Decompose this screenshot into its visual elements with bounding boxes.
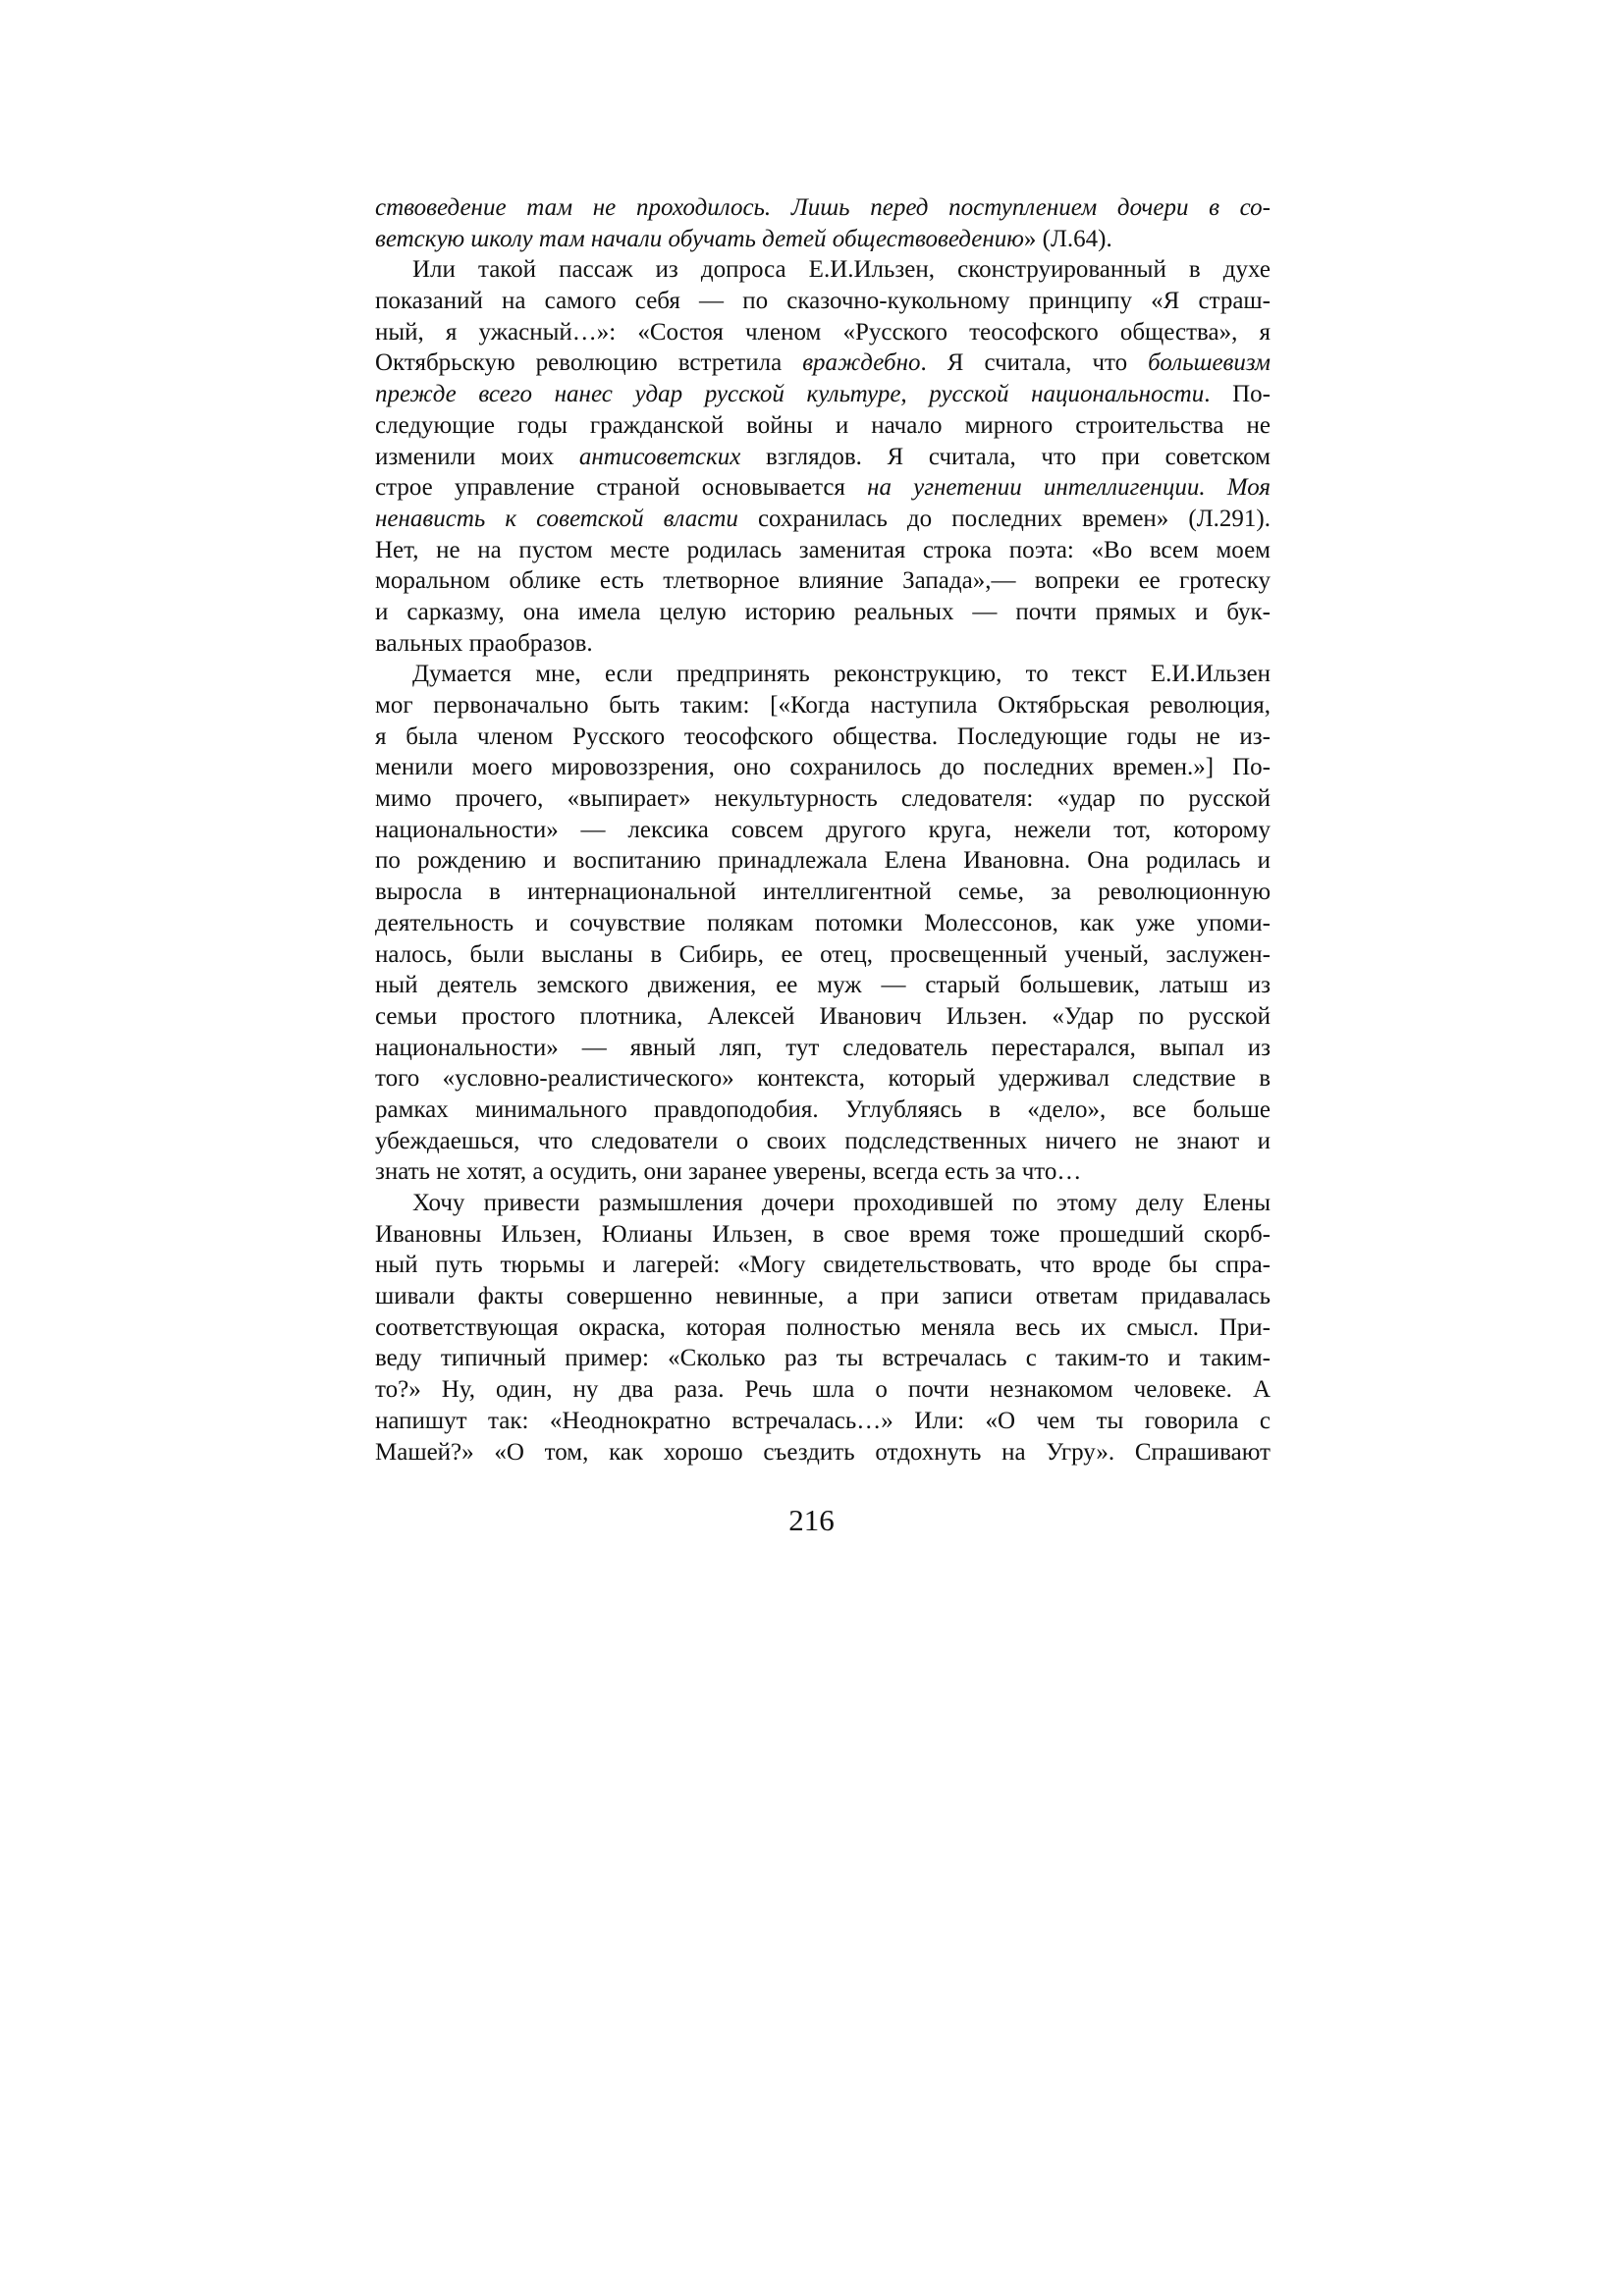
- italic-text: ненависть к советской власти: [375, 505, 738, 532]
- text: выросла в интернациональной интеллигентной семье, за революционную: [375, 879, 1271, 906]
- text-line: [375, 1437, 1271, 1468]
- text: строе управление страной основывается: [375, 474, 868, 502]
- italic-text: прежде всего нанес удар русской культуре, русской национальности: [375, 381, 1205, 408]
- text: Думается мне, если предпринять реконструкцию, то текст Е.И.Ильзен: [412, 661, 1271, 688]
- text: . По-: [1204, 381, 1271, 408]
- paragraph: [375, 1188, 1271, 1468]
- text-line: [375, 815, 1271, 846]
- text-line: [375, 1312, 1271, 1344]
- text-line: [375, 442, 1271, 473]
- text: . Я считала, что: [920, 349, 1149, 377]
- text-line: [375, 1126, 1271, 1157]
- italic-text: враждебно: [802, 349, 921, 377]
- text: и сарказму, она имела целую историю реальных — почти прямых и бук-: [375, 598, 1271, 625]
- text: соответствующая окраска, которая полностью меняла весь их смысл. При-: [375, 1313, 1271, 1341]
- paragraph: [375, 659, 1271, 1188]
- italic-text: на угнетении интеллигенции. Моя: [867, 474, 1271, 502]
- text-line: [375, 1156, 1271, 1188]
- paragraph: [375, 254, 1271, 659]
- text-line: [375, 1406, 1271, 1437]
- text: деятельность и сочувствие полякам потомки Молессонов, как уже упоми-: [375, 909, 1271, 936]
- text: по рождению и воспитанию принадлежала Елена Ивановна. Она родилась и: [375, 847, 1271, 875]
- text: вальных праобразов.: [375, 629, 593, 657]
- text-line: [375, 1188, 1271, 1219]
- text: изменили моих: [375, 443, 579, 470]
- text: Или такой пассаж из допроса Е.И.Ильзен, сконструированный в духе: [412, 256, 1271, 284]
- text-line: [375, 1033, 1271, 1064]
- text-line: [375, 1219, 1271, 1251]
- text-line: [375, 721, 1271, 753]
- text: рамках минимального правдоподобия. Углубляясь в «дело», все больше: [375, 1095, 1271, 1123]
- text-line: [375, 347, 1271, 379]
- text: Хочу привести размышления дочери проходившей по этому делу Елены: [412, 1190, 1271, 1216]
- text: следующие годы гражданской войны и начало мирного строительства не: [375, 411, 1271, 439]
- text: знать не хотят, а осудить, они заранее уверены, всегда есть за что…: [375, 1158, 1082, 1186]
- text: Октябрьскую революцию встретила: [375, 349, 803, 377]
- text: ный путь тюрьмы и лагерей: «Могу свидетельствовать, что вроде бы спра-: [375, 1252, 1271, 1279]
- text: взглядов. Я считала, что при советском: [740, 443, 1271, 470]
- text-line: [375, 597, 1271, 628]
- text-line: [375, 877, 1271, 908]
- text: мимо прочего, «выпирает» некультурность следователя: «удар по русской: [375, 785, 1271, 813]
- text-line: [375, 472, 1271, 504]
- text-line: [375, 628, 1271, 660]
- text: показаний на самого себя — по сказочно-кукольному принципу «Я страш-: [375, 288, 1271, 315]
- text-line: [375, 1001, 1271, 1033]
- text-line: [375, 379, 1271, 410]
- text-line: [375, 939, 1271, 971]
- italic-text: ветскую школу там начали обучать детей обществоведению: [375, 225, 1024, 252]
- text: » (Л.64).: [1023, 225, 1112, 252]
- text-line: [375, 1374, 1271, 1406]
- text: налось, были высланы в Сибирь, ее отец, просвещенный ученый, заслужен-: [375, 940, 1271, 968]
- text: веду типичный пример: «Сколько раз ты встречалась с таким-то и таким-: [375, 1345, 1271, 1372]
- text: я была членом Русского теософского общества. Последующие годы не из-: [375, 722, 1271, 750]
- text-line: [375, 659, 1271, 690]
- text-line: [375, 845, 1271, 877]
- text-line: [375, 1063, 1271, 1095]
- italic-text: большевизм: [1148, 349, 1271, 377]
- text-line: [375, 504, 1271, 535]
- text-line: [375, 908, 1271, 939]
- text: ный, я ужасный…»: «Состоя членом «Русского теософского общества», я: [375, 318, 1271, 346]
- paragraph: [375, 192, 1271, 254]
- text-line: [375, 690, 1271, 721]
- text: менили моего мировоззрения, оно сохранилось до последних времен.»] По-: [375, 754, 1271, 781]
- italic-text: ствоведение там не проходилось. Лишь перед поступлением дочери в со-: [375, 194, 1271, 221]
- text-line: [375, 970, 1271, 1001]
- text: ный деятель земского движения, ее муж — старый большевик, латыш из: [375, 972, 1271, 999]
- text-line: [375, 224, 1271, 255]
- text: то?» Ну, один, ну два раза. Речь шла о почти незнакомом человеке. А: [375, 1376, 1271, 1404]
- text-line: [375, 410, 1271, 442]
- text: сохранилась до последних времен» (Л.291).: [737, 505, 1271, 532]
- text-line: [375, 1095, 1271, 1126]
- text-line: [375, 1343, 1271, 1374]
- text: мог первоначально быть таким: [«Когда наступила Октябрьская революция,: [375, 692, 1271, 719]
- text: шивали факты совершенно невинные, а при записи ответам придавалась: [375, 1283, 1271, 1310]
- text: семьи простого плотника, Алексей Иванович Ильзен. «Удар по русской: [375, 1002, 1271, 1030]
- text: национальности» — лексика совсем другого круга, нежели тот, которому: [375, 816, 1271, 843]
- text-line: [375, 1281, 1271, 1312]
- text-line: [375, 254, 1271, 286]
- italic-text: антисоветских: [578, 443, 741, 470]
- text: убеждаешься, что следователи о своих подследственных ничего не знают и: [375, 1127, 1271, 1154]
- text: Ивановны Ильзен, Юлианы Ильзен, в свое время тоже прошедший скорб-: [375, 1220, 1271, 1248]
- text-line: [375, 752, 1271, 783]
- text-line: [375, 783, 1271, 815]
- text: того «условно-реалистического» контекста, который удерживал следствие в: [375, 1065, 1271, 1093]
- text: Машей?» «О том, как хорошо съездить отдохнуть на Угру». Спрашивают: [375, 1438, 1271, 1466]
- text-line: [375, 192, 1271, 224]
- page-number: 216: [788, 1503, 835, 1537]
- text-line: [375, 565, 1271, 597]
- document-page-text: [375, 192, 1271, 1468]
- text-line: [375, 1250, 1271, 1281]
- text: моральном облике есть тлетворное влияние Запада»,— вопреки ее гротеску: [375, 567, 1271, 595]
- text: национальности» — явный ляп, тут следователь перестарался, выпал из: [375, 1034, 1271, 1061]
- text: напишут так: «Неоднократно встречалась…» Или: «О чем ты говорила с: [375, 1407, 1271, 1434]
- text-line: [375, 535, 1271, 566]
- text: Нет, не на пустом месте родилась заменитая строка поэта: «Во всем моем: [375, 536, 1271, 563]
- text-line: [375, 286, 1271, 317]
- text-line: [375, 317, 1271, 348]
